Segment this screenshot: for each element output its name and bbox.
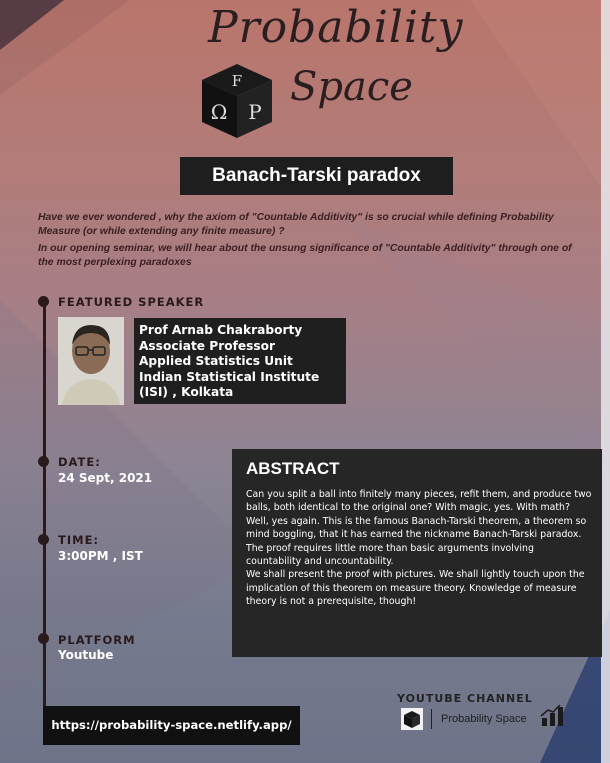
time-value: 3:00PM , IST [58,549,143,563]
website-url-link[interactable]: https://probability-space.netlify.app/ [43,706,300,745]
speaker-photo [58,317,124,405]
speaker-unit: Applied Statistics Unit [139,354,293,368]
abstract-title: ABSTRACT [246,459,340,478]
speaker-position: Associate Professor [139,338,276,353]
svg-text:F: F [231,72,243,90]
timeline-dot-speaker [38,296,49,307]
time-heading: TIME: [58,533,100,547]
svg-text:Ω: Ω [210,100,228,124]
speaker-location: (ISI) , Kolkata [139,385,234,399]
speaker-heading: FEATURED SPEAKER [58,295,205,309]
date-value: 24 Sept, 2021 [58,471,153,485]
brand-title-probability: Probability [208,2,464,53]
abstract-paragraph-2: We shall present the proof with pictures. We shall lightly touch upon the implication of this theorem on measure theory. Knowledge of measure theory is not a prerequisite, though! [246,569,585,608]
timeline-dot-platform [38,633,49,644]
bar-chart-icon [540,704,566,726]
abstract-text [246,488,592,609]
platform-heading: PLATFORM [58,633,136,647]
abstract-paragraph-1: Can you split a ball into finitely many pieces, refit them, and produce two balls, both identical to the original one? With magic, yes. With math? Well, yes again. This is the famous Banach-Tarski theorem, a theorem so mind boggling, that it has earned the nickname Banach-Tarski paradox. The proof requires little more than basic arguments involving countability and uncountability. [246,489,592,568]
timeline-dot-date [38,456,49,467]
timeline-line [43,300,46,720]
youtube-separator [431,709,432,729]
youtube-channel-heading: YOUTUBE CHANNEL [397,692,533,705]
brand-title-space: Space [290,64,413,110]
platform-value: Youtube [58,648,114,662]
timeline-dot-time [38,534,49,545]
abstract-panel [232,449,602,657]
cube-fpq-logo-icon [200,62,274,140]
speaker-details [134,318,346,404]
intro-paragraph-1: Have we ever wondered , why the axiom of "Countable Additivity" is so crucial while defining Probability Measure (or while extending any finite measure) ? [38,212,554,237]
cube-fpq-logo-icon[interactable] [401,708,423,730]
event-intro [38,211,588,273]
speaker-name: Prof Arnab Chakraborty [139,323,303,337]
event-title: Banach-Tarski paradox [180,157,453,195]
date-heading: DATE: [58,455,101,469]
intro-paragraph-2: In our opening seminar, we will hear about the unsung significance of "Countable Additivity" through one of the most perplexing paradoxes [38,243,572,268]
youtube-channel-name[interactable]: Probability Space [441,713,527,725]
speaker-institute: Indian Statistical Institute [139,369,320,384]
svg-text:P: P [248,100,262,124]
